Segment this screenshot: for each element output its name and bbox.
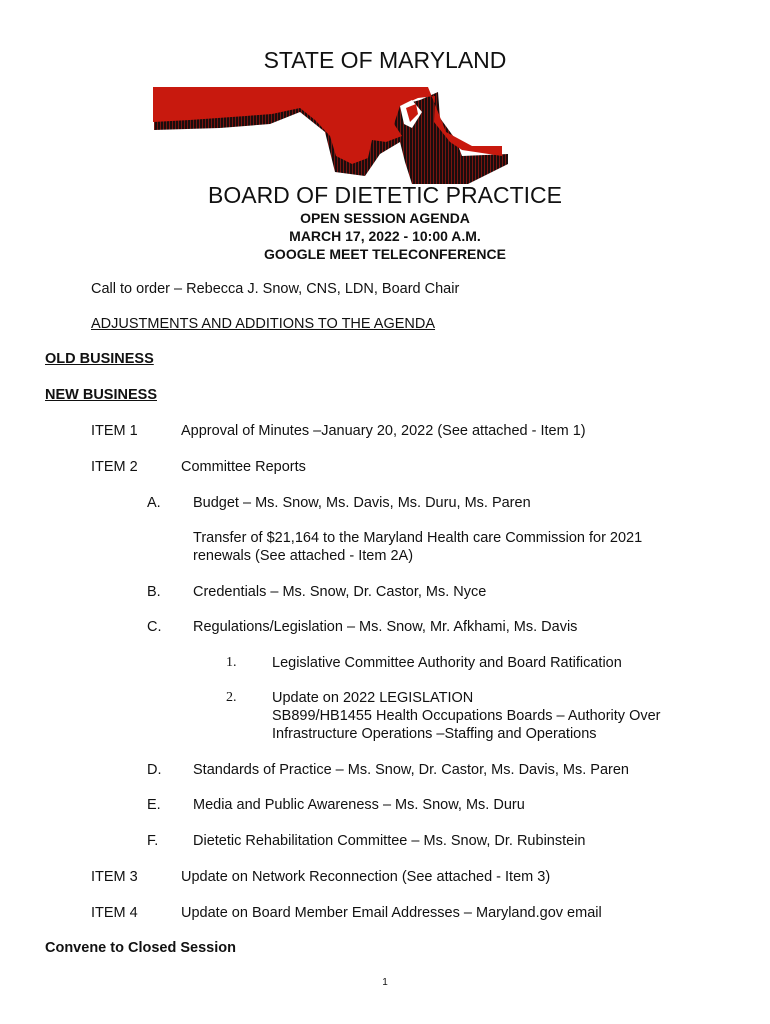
sub-item-letter: B.: [147, 584, 161, 600]
call-to-order: Call to order – Rebecca J. Snow, CNS, LDN, Board Chair: [91, 281, 460, 297]
item-text: Update on Board Member Email Addresses – Maryland.gov email: [181, 905, 602, 921]
new-business-heading: NEW BUSINESS: [45, 387, 157, 403]
sub-item-text: Regulations/Legislation – Ms. Snow, Mr. Afkhami, Ms. Davis: [193, 619, 578, 635]
maryland-state-map-icon: [150, 84, 510, 184]
state-title: STATE OF MARYLAND: [263, 47, 507, 73]
board-title: BOARD OF DIETETIC PRACTICE: [208, 182, 562, 208]
old-business-heading: OLD BUSINESS: [45, 351, 154, 367]
sub-item-letter: F.: [147, 833, 159, 849]
item-label: ITEM 1: [91, 423, 138, 439]
sub-item-detail: Transfer of $21,164 to the Maryland Health care Commission for 2021: [193, 530, 643, 546]
sub-item-letter: C.: [147, 619, 162, 635]
sub-item-text: Credentials – Ms. Snow, Dr. Castor, Ms. Nyce: [193, 584, 487, 600]
numbered-item-text: SB899/HB1455 Health Occupations Boards – Authority Over: [272, 708, 661, 724]
sub-item-letter: E.: [147, 797, 161, 813]
item-text: Update on Network Reconnection (See attached - Item 3): [181, 869, 551, 885]
closed-session-heading: Convene to Closed Session: [45, 940, 236, 956]
numbered-item-number: 2.: [226, 690, 237, 705]
meeting-date: MARCH 17, 2022 - 10:00 A.M.: [289, 228, 481, 244]
sub-item-text: Budget – Ms. Snow, Ms. Davis, Ms. Duru, Ms. Paren: [193, 495, 531, 511]
page-number: 1: [382, 977, 388, 988]
adjustments-heading: ADJUSTMENTS AND ADDITIONS TO THE AGENDA: [91, 316, 436, 332]
item-label: ITEM 3: [91, 869, 138, 885]
item-text: Approval of Minutes –January 20, 2022 (See attached - Item 1): [181, 423, 586, 439]
sub-item-text: Dietetic Rehabilitation Committee – Ms. Snow, Dr. Rubinstein: [193, 833, 586, 849]
meeting-venue: GOOGLE MEET TELECONFERENCE: [264, 246, 506, 262]
numbered-item-text: Legislative Committee Authority and Board Ratification: [272, 655, 622, 671]
session-title: OPEN SESSION AGENDA: [300, 210, 470, 226]
numbered-item-text: Update on 2022 LEGISLATION: [272, 690, 474, 706]
numbered-item-number: 1.: [226, 655, 237, 670]
sub-item-text: Media and Public Awareness – Ms. Snow, Ms. Duru: [193, 797, 525, 813]
sub-item-text: Standards of Practice – Ms. Snow, Dr. Castor, Ms. Davis, Ms. Paren: [193, 762, 629, 778]
sub-item-detail: renewals (See attached - Item 2A): [193, 548, 414, 564]
item-label: ITEM 4: [91, 905, 138, 921]
item-text: Committee Reports: [181, 459, 306, 475]
numbered-item-text: Infrastructure Operations –Staffing and Operations: [272, 726, 597, 742]
item-label: ITEM 2: [91, 459, 138, 475]
sub-item-letter: D.: [147, 762, 162, 778]
sub-item-letter: A.: [147, 495, 161, 511]
